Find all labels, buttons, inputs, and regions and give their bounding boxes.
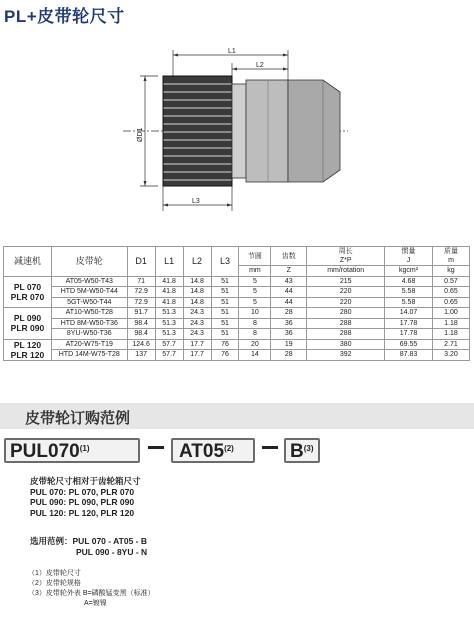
value-cell: 51	[211, 329, 239, 340]
value-cell: 69.55	[385, 339, 433, 350]
example-line: PUL 090 - 8YU - N	[76, 546, 148, 557]
header-teeth: 齿数	[271, 247, 307, 266]
value-cell: 24.3	[183, 329, 211, 340]
value-cell: 91.7	[127, 308, 155, 319]
l3-label: L3	[192, 198, 200, 205]
table-row	[4, 297, 470, 308]
footnote-3: （3）皮带轮外表 B=磷酸锰变黑（标准）	[28, 590, 155, 597]
value-cell: 1.00	[432, 308, 469, 319]
pulley-cell: HTD 8M-W50-T36	[51, 318, 127, 329]
footnote-3b: A=镀镍	[84, 600, 107, 607]
value-cell: 51	[211, 287, 239, 298]
value-cell: 57.7	[155, 350, 183, 361]
pulley-cell: HTD 14M-W75-T28	[51, 350, 127, 361]
unit-pitch: mm	[239, 266, 271, 277]
value-cell: 10	[239, 308, 271, 319]
size-fit-line: PUL 120: PL 120, PLR 120	[30, 507, 135, 518]
pulley-cell: 5GT-W50-T44	[51, 297, 127, 308]
value-cell: 8	[239, 318, 271, 329]
header-mass: 质量 m	[432, 247, 469, 266]
value-cell: 36	[271, 329, 307, 340]
value-cell: 288	[307, 329, 385, 340]
value-cell: 76	[211, 339, 239, 350]
value-cell: 220	[307, 287, 385, 298]
value-cell: 14.8	[183, 276, 211, 287]
example-label: 选用范例：	[30, 536, 73, 546]
unit-perimeter: mm/rotation	[307, 266, 385, 277]
value-cell: 5.58	[385, 297, 433, 308]
table-row	[4, 287, 470, 298]
value-cell: 215	[307, 276, 385, 287]
value-cell: 5	[239, 297, 271, 308]
code-box-spec: AT05$^{(2)}$	[171, 438, 255, 463]
value-cell: 41.8	[155, 287, 183, 298]
value-cell: 14.8	[183, 297, 211, 308]
value-cell: 1.18	[432, 329, 469, 340]
pulley-cell: 8YU-W50-T36	[51, 329, 127, 340]
reducer-cell: PL 070 PLR 070	[4, 276, 52, 308]
pulley-cell: AT10-W50-T28	[51, 308, 127, 319]
value-cell: 0.57	[432, 276, 469, 287]
value-cell: 51	[211, 297, 239, 308]
l1-label: L1	[228, 48, 236, 55]
reducer-cell: PL 120 PLR 120	[4, 339, 52, 360]
value-cell: 51	[211, 308, 239, 319]
table-row	[4, 339, 470, 350]
value-cell: 19	[271, 339, 307, 350]
size-fit-title: 皮带轮尺寸相对于齿轮箱尺寸	[30, 476, 141, 486]
unit-inertia: kgcm²	[385, 266, 433, 277]
value-cell: 4.68	[385, 276, 433, 287]
value-cell: 72.9	[127, 287, 155, 298]
value-cell: 5.58	[385, 287, 433, 298]
value-cell: 14	[239, 350, 271, 361]
unit-teeth: Z	[271, 266, 307, 277]
value-cell: 51.3	[155, 329, 183, 340]
header-pulley: 皮带轮	[51, 247, 127, 277]
value-cell: 137	[127, 350, 155, 361]
header-l3: L3	[211, 247, 239, 277]
value-cell: 71	[127, 276, 155, 287]
table-row	[4, 350, 470, 361]
value-cell: 17.78	[385, 318, 433, 329]
code-dash-2	[262, 446, 278, 449]
code-dash-1	[148, 446, 164, 449]
value-cell: 220	[307, 297, 385, 308]
header-inertia: 惯量 J	[385, 247, 433, 266]
value-cell: 14.07	[385, 308, 433, 319]
example-line: PUL 070 - AT05 - B	[72, 536, 147, 546]
value-cell: 280	[307, 308, 385, 319]
pulley-drawing	[118, 46, 354, 216]
value-cell: 2.71	[432, 339, 469, 350]
value-cell: 76	[211, 350, 239, 361]
pulley-cell: AT20-W75-T19	[51, 339, 127, 350]
code-box-size: PUL070$^{(1)}$	[4, 438, 140, 463]
size-fit-line: PUL 090: PL 090, PLR 090	[30, 497, 135, 507]
page-title: PL+皮带轮尺寸	[4, 7, 125, 26]
footnotes	[28, 569, 155, 609]
size-fit-block	[30, 476, 141, 518]
value-cell: 43	[271, 276, 307, 287]
value-cell: 380	[307, 339, 385, 350]
table-row	[4, 308, 470, 319]
header-pitch: 节圆	[239, 247, 271, 266]
selection-example	[30, 536, 147, 557]
value-cell: 51.3	[155, 318, 183, 329]
value-cell: 14.8	[183, 287, 211, 298]
value-cell: 57.7	[155, 339, 183, 350]
value-cell: 44	[271, 297, 307, 308]
value-cell: 5	[239, 287, 271, 298]
order-heading: 皮带轮订购范例	[25, 410, 131, 427]
table-row	[4, 276, 470, 287]
value-cell: 51.3	[155, 308, 183, 319]
value-cell: 17.78	[385, 329, 433, 340]
header-l1: L1	[155, 247, 183, 277]
header-d1: D1	[127, 247, 155, 277]
d1-label: ØD1	[137, 127, 144, 142]
header-reducer: 减速机	[4, 247, 52, 277]
value-cell: 98.4	[127, 318, 155, 329]
code-box-finish: $B^{(3)}$	[284, 438, 320, 463]
reducer-cell: PL 090 PLR 090	[4, 308, 52, 340]
pulley-cell: HTD 5M-W50-T44	[51, 287, 127, 298]
value-cell: 28	[271, 308, 307, 319]
value-cell: 124.6	[127, 339, 155, 350]
order-section-header	[0, 403, 474, 429]
value-cell: 24.3	[183, 308, 211, 319]
value-cell: 20	[239, 339, 271, 350]
l2-label: L2	[256, 62, 264, 69]
unit-mass: kg	[432, 266, 469, 277]
header-l2: L2	[183, 247, 211, 277]
value-cell: 1.18	[432, 318, 469, 329]
value-cell: 17.7	[183, 350, 211, 361]
value-cell: 72.9	[127, 297, 155, 308]
value-cell: 51	[211, 276, 239, 287]
value-cell: 36	[271, 318, 307, 329]
value-cell: 51	[211, 318, 239, 329]
value-cell: 0.65	[432, 297, 469, 308]
value-cell: 17.7	[183, 339, 211, 350]
value-cell: 392	[307, 350, 385, 361]
value-cell: 28	[271, 350, 307, 361]
value-cell: 87.83	[385, 350, 433, 361]
value-cell: 98.4	[127, 329, 155, 340]
value-cell: 24.3	[183, 318, 211, 329]
value-cell: 288	[307, 318, 385, 329]
header-perimeter: 周长 Z*P	[307, 247, 385, 266]
value-cell: 8	[239, 329, 271, 340]
table-row	[4, 318, 470, 329]
value-cell: 3.20	[432, 350, 469, 361]
footnote-1: （1）皮带轮尺寸	[28, 570, 81, 577]
table-row	[4, 329, 470, 340]
value-cell: 41.8	[155, 276, 183, 287]
value-cell: 5	[239, 276, 271, 287]
value-cell: 0.65	[432, 287, 469, 298]
pulley-cell: AT05-W50-T43	[51, 276, 127, 287]
footnote-2: （2）皮带轮规格	[28, 580, 81, 587]
value-cell: 41.8	[155, 297, 183, 308]
value-cell: 44	[271, 287, 307, 298]
pulley-spec-table	[3, 246, 470, 361]
size-fit-line: PUL 070: PL 070, PLR 070	[30, 486, 135, 497]
